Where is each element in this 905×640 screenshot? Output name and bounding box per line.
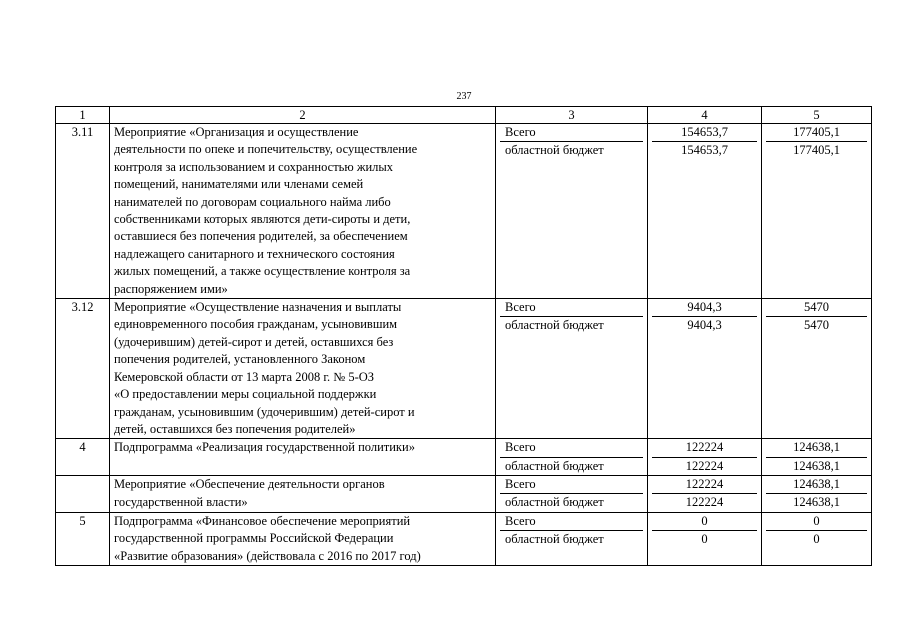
funding-source-cell — [496, 124, 648, 299]
column-5-total-value: 0 — [766, 513, 867, 531]
description-line: собственниками которых являются дети-сироты и дети, — [114, 212, 411, 227]
funding-source-total: Всего — [500, 299, 643, 317]
description-line: «О предоставлении меры социальной поддержки — [114, 387, 377, 402]
column-4-regional-value: 122224 — [685, 458, 724, 473]
description-line: Мероприятие «Обеспечение деятельности органов — [114, 477, 385, 492]
description-line: помещений, нанимателями или членами семей — [114, 177, 364, 192]
funding-source-regional: областной бюджет — [505, 458, 604, 473]
column-4-regional-value: 0 — [701, 532, 708, 547]
header-cell-3: 3 — [496, 107, 648, 124]
column-5-regional-value: 0 — [813, 532, 820, 547]
description-line: Подпрограмма «Реализация государственной политики» — [114, 440, 415, 455]
row-description-cell — [110, 299, 496, 439]
table-row — [56, 299, 872, 439]
table-row — [56, 439, 872, 476]
description-line: контроля за использованием и сохранностью жилых — [114, 159, 394, 174]
table-row — [56, 476, 872, 513]
column-5-values-cell — [762, 512, 872, 565]
row-description-cell — [110, 124, 496, 299]
description-line: «Развитие образования» (действовала с 2016 по 2017 год) — [114, 548, 421, 563]
row-number-cell: 3.11 — [56, 124, 110, 299]
column-5-regional-value: 5470 — [804, 318, 829, 333]
funding-source-cell — [496, 476, 648, 513]
column-4-regional-value: 154653,7 — [681, 143, 728, 158]
column-4-total-value: 0 — [652, 513, 757, 531]
header-cell-2: 2 — [110, 107, 496, 124]
funding-source-total: Всего — [500, 124, 643, 142]
column-4-values-cell — [648, 299, 762, 439]
column-5-regional-value: 124638,1 — [793, 458, 840, 473]
funding-source-total: Всего — [500, 513, 643, 531]
column-5-regional-value: 124638,1 — [793, 495, 840, 510]
column-4-regional-value: 9404,3 — [687, 318, 722, 333]
column-5-values-cell — [762, 476, 872, 513]
funding-source-total: Всего — [500, 476, 643, 494]
funding-source-cell — [496, 299, 648, 439]
description-line: распоряжением ими» — [114, 281, 228, 296]
page-number: 237 — [456, 91, 472, 102]
funding-source-regional: областной бюджет — [505, 318, 604, 333]
header-cell-4: 4 — [648, 107, 762, 124]
funding-source-regional: областной бюджет — [505, 143, 604, 158]
row-number-cell: 3.12 — [56, 299, 110, 439]
table-row — [56, 512, 872, 565]
row-number-cell: 5 — [56, 512, 110, 565]
column-5-total-value: 5470 — [766, 299, 867, 317]
table-header-row — [56, 107, 872, 124]
description-line: жилых помещений, а также осуществление контроля за — [114, 264, 411, 279]
column-5-values-cell — [762, 299, 872, 439]
funding-source-regional: областной бюджет — [505, 532, 604, 547]
header-cell-1: 1 — [56, 107, 110, 124]
description-line: попечения родителей, установленного Законом — [114, 352, 366, 367]
budget-table-body — [56, 107, 872, 566]
description-line: гражданам, усыновившим (удочерившим) детей-сирот и — [114, 404, 415, 419]
description-line: Кемеровской области от 13 марта 2008 г. № 5-ОЗ — [114, 369, 375, 384]
row-description-cell — [110, 439, 496, 476]
row-description-cell — [110, 476, 496, 513]
column-4-total-value: 154653,7 — [652, 124, 757, 142]
funding-source-cell — [496, 512, 648, 565]
column-5-total-value: 124638,1 — [766, 476, 867, 494]
funding-source-regional: областной бюджет — [505, 495, 604, 510]
row-number-cell — [56, 476, 110, 513]
column-5-values-cell — [762, 124, 872, 299]
column-4-values-cell — [648, 512, 762, 565]
description-line: деятельности по опеке и попечительству, осуществление — [114, 142, 418, 157]
column-5-values-cell — [762, 439, 872, 476]
column-4-values-cell — [648, 439, 762, 476]
column-4-total-value: 122224 — [652, 476, 757, 494]
column-4-total-value: 9404,3 — [652, 299, 757, 317]
row-description-cell — [110, 512, 496, 565]
description-line: Мероприятие «Осуществление назначения и выплаты — [114, 300, 402, 315]
description-line: государственной власти» — [114, 494, 248, 509]
row-number-cell: 4 — [56, 439, 110, 476]
budget-table — [55, 106, 872, 566]
column-5-regional-value: 177405,1 — [793, 143, 840, 158]
funding-source-total: Всего — [500, 439, 643, 457]
description-line: нанимателей по договорам социального найма либо — [114, 194, 391, 209]
description-line: Мероприятие «Организация и осуществление — [114, 125, 359, 139]
column-5-total-value: 177405,1 — [766, 124, 867, 142]
description-line: надлежащего санитарного и технического состояния — [114, 246, 395, 261]
description-line: государственной программы Российской Федерации — [114, 531, 394, 546]
description-line: (удочерившим) детей-сирот и детей, оставшихся без — [114, 334, 394, 349]
description-line: Подпрограмма «Финансовое обеспечение мероприятий — [114, 513, 411, 528]
column-5-total-value: 124638,1 — [766, 439, 867, 457]
column-4-regional-value: 122224 — [685, 495, 724, 510]
funding-source-cell — [496, 439, 648, 476]
column-4-values-cell — [648, 124, 762, 299]
table-row — [56, 124, 872, 299]
description-line: оставшиеся без попечения родителей, за обеспечением — [114, 229, 408, 244]
header-cell-5: 5 — [762, 107, 872, 124]
column-4-total-value: 122224 — [652, 439, 757, 457]
description-line: единовременного пособия гражданам, усыновившим — [114, 317, 398, 332]
column-4-values-cell — [648, 476, 762, 513]
description-line: детей, оставшихся без попечения родителей» — [114, 421, 356, 436]
